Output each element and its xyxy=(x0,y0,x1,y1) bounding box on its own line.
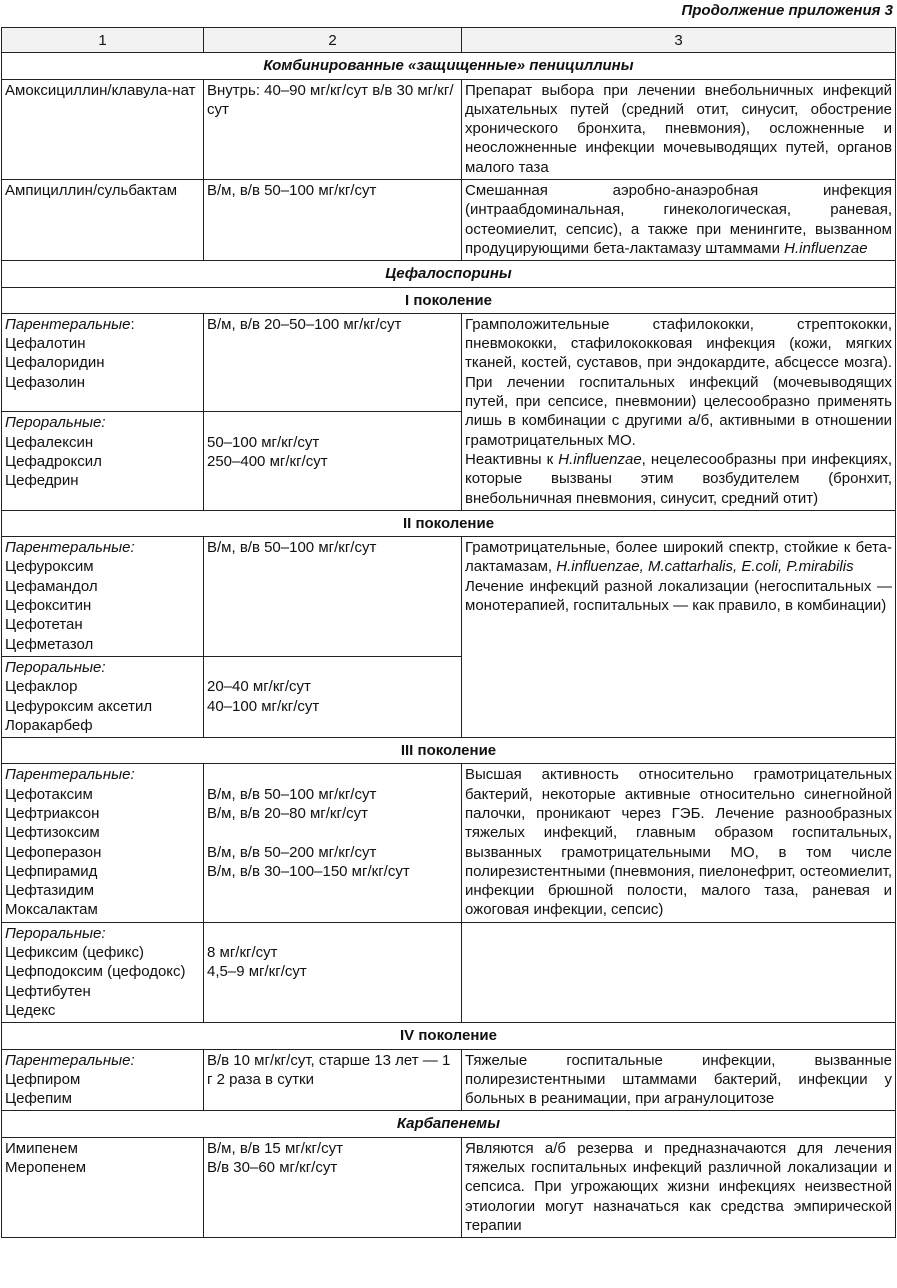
route-label xyxy=(5,315,200,334)
drug-group-parenteral xyxy=(2,764,204,922)
organism-names: H.influenzae, M.cattarhalis, E.coli, P.mirabilis xyxy=(556,558,854,576)
drug-group-oral xyxy=(2,412,204,510)
route-label: Пероральные: xyxy=(5,924,106,942)
drug-dose: В/м, в/в 50–100 мг/кг/сут xyxy=(204,180,462,261)
generation-row xyxy=(2,287,896,313)
drug-dose: В/м, в/в 50–100 мг/кг/сут xyxy=(204,537,462,657)
generation-title-2: II поколение xyxy=(2,510,896,536)
drug-description: Являются а/б резерва и предназначаются для лечения тяжелых госпитальных инфекций различной локализации и сепсиса. При угрожающих жизни инфекциях неизвестной этиологии могут назначаться как средства эмпирической терапии xyxy=(462,1137,896,1237)
drug-dose: В/м, в/в 50–100 мг/кг/сут xyxy=(207,785,377,803)
drug-name: Цефалексин xyxy=(5,433,94,451)
route-label-text: Парентеральные xyxy=(5,315,131,333)
organism-name: H.influenzae xyxy=(558,450,642,468)
drug-description: Препарат выбора при лечении внебольничных инфекций дыхательных путей (средний отит, синусит, обострение хронического бронхита, пневмония), осложненные и неосложненные инфекции мочевыводящих путей, органов малого таза xyxy=(462,79,896,179)
drug-name: Цефепим xyxy=(5,1090,72,1108)
section-title-cephalosporins: Цефалоспорины xyxy=(2,261,896,287)
spacer xyxy=(207,823,458,842)
generation-title-4: IV поколение xyxy=(2,1023,896,1049)
drug-name: Цефокситин xyxy=(5,597,92,615)
drug-name: Амоксициллин/клавула-нат xyxy=(2,79,204,179)
route-label: Пероральные: xyxy=(5,658,106,676)
drug-description: Тяжелые госпитальные инфекции, вызванные полирезистентными штаммами бактерий, инфекции у больных в реанимации, при агранулоцитозе xyxy=(462,1049,896,1111)
table-row xyxy=(2,79,896,179)
route-label: Парентеральные: xyxy=(5,539,135,557)
drug-group-oral xyxy=(2,922,204,1022)
drug-name: Цефтриаксон xyxy=(5,804,100,822)
organism-name: H.influenzae xyxy=(784,239,868,257)
description-text: Смешанная аэробно-анаэробная инфекция (интраабдоминальная, гинекологическая, раневая, остеомиелит, сепсис), а также при менингите, вызванном продуцирующими бета-лактамазу штаммами xyxy=(465,182,892,257)
drug-name: Цедекс xyxy=(5,1001,56,1019)
drug-description xyxy=(462,537,896,738)
drug-name: Цефалотин xyxy=(5,335,86,353)
drug-name: Цефедрин xyxy=(5,472,79,490)
table-row xyxy=(2,1137,896,1237)
table-row xyxy=(2,537,896,657)
generation-row xyxy=(2,1023,896,1049)
drug-dose: В/в 30–60 мг/кг/сут xyxy=(207,1159,338,1177)
drug-name: Цефтизоксим xyxy=(5,824,100,842)
continuation-caption: Продолжение приложения 3 xyxy=(681,2,893,19)
generation-title-1: I поколение xyxy=(2,287,896,313)
description-text: Грамположительные стафилококки, стрептококки, пневмококки, стафилококковая инфекция (кожи, мягких тканей, костей, суставов, при эндокардите, абсцессе мозга). При лечении госпитальных инфекций (мочевыводящих путей, при сепсисе, пневмонии) целесообразно применять лишь в комбинации с другими а/б, активными в отношении грамотрицательных МО. xyxy=(465,315,892,449)
column-header-2: 2 xyxy=(204,28,462,53)
drug-names xyxy=(2,1137,204,1237)
drug-name: Цефподоксим (цефодокс) xyxy=(5,963,186,981)
section-title-penicillins: Комбинированные «защищенные» пенициллины xyxy=(2,53,896,79)
section-row xyxy=(2,261,896,287)
drug-dose: В/м, в/в 20–80 мг/кг/сут xyxy=(207,804,368,822)
spacer xyxy=(207,765,458,784)
description-prefix: Неактивны к xyxy=(465,450,559,468)
drug-group-parenteral xyxy=(2,313,204,411)
table-row xyxy=(2,1049,896,1111)
drug-doses xyxy=(204,656,462,737)
drug-group-oral xyxy=(2,656,204,737)
empty-cell xyxy=(462,922,896,1022)
spacer xyxy=(207,658,458,677)
description-text: Грамотрицательные, более широкий спектр, стойкие к бета-лактамазам, xyxy=(465,539,892,576)
table-row xyxy=(2,922,896,1022)
table-row xyxy=(2,764,896,922)
description-suffix: , нецелесообразны при инфекциях, которые вызваны этим возбудителем (бронхит, внебольничная пневмония, синусит, средний отит) xyxy=(465,450,893,507)
route-label: Пероральные: xyxy=(5,414,106,432)
generation-row xyxy=(2,738,896,764)
table-row xyxy=(2,180,896,261)
column-header-3: 3 xyxy=(462,28,896,53)
drug-name: Цефуроксим аксетил xyxy=(5,697,153,715)
drug-name: Цефотаксим xyxy=(5,785,93,803)
drug-name: Цефалоридин xyxy=(5,354,105,372)
drug-name: Цефаклор xyxy=(5,678,78,696)
drug-name: Цефметазол xyxy=(5,635,94,653)
drug-dose: В/м, в/в 20–50–100 мг/кг/сут xyxy=(204,313,462,411)
section-row xyxy=(2,53,896,79)
drug-dose: В/м, в/в 30–100–150 мг/кг/сут xyxy=(207,862,410,880)
spacer xyxy=(207,413,458,432)
drug-name: Меропенем xyxy=(5,1159,87,1177)
drug-dose: 4,5–9 мг/кг/сут xyxy=(207,963,307,981)
drug-dose: Внутрь: 40–90 мг/кг/сут в/в 30 мг/кг/сут xyxy=(204,79,462,179)
table-row xyxy=(2,313,896,411)
drug-name: Лоракарбеф xyxy=(5,716,93,734)
drug-description xyxy=(462,180,896,261)
drug-name: Цефпирамид xyxy=(5,862,98,880)
drug-name: Цефамандол xyxy=(5,577,98,595)
column-header-1: 1 xyxy=(2,28,204,53)
drug-doses xyxy=(204,764,462,922)
antibiotics-table xyxy=(1,27,896,1238)
drug-name: Цефазолин xyxy=(5,373,86,391)
drug-doses xyxy=(204,1137,462,1237)
spacer xyxy=(207,924,458,943)
drug-doses xyxy=(204,412,462,510)
drug-dose: 8 мг/кг/сут xyxy=(207,944,278,962)
drug-name: Цефтибутен xyxy=(5,982,91,1000)
drug-description: Высшая активность относительно грамотрицательных бактерий, некоторые активные относительно синегнойной палочки, проникают через ГЭБ. Лечение разнообразных тяжелых инфекций, главным образом госпитальных, вызванных грамотрицательными МО, в том числе полирезистентными (пневмония, пиелонефрит, остеомиелит, инфекции брюшной полости, малого таза, раневая и ожоговая инфекции, сепсис) xyxy=(462,764,896,922)
drug-name: Ампициллин/сульбактам xyxy=(2,180,204,261)
drug-doses xyxy=(204,922,462,1022)
route-label: Парентеральные: xyxy=(5,766,135,784)
description-text-b: Лечение инфекций разной локализации (негоспитальных — монотерапией, госпитальных — как правило, в комбинации) xyxy=(465,577,892,615)
drug-name: Имипенем xyxy=(5,1139,78,1157)
route-label-colon: : xyxy=(130,315,135,333)
drug-dose: 20–40 мг/кг/сут xyxy=(207,678,311,696)
description-text-b xyxy=(465,450,892,508)
drug-group-parenteral xyxy=(2,1049,204,1111)
drug-group-parenteral xyxy=(2,537,204,657)
drug-name: Цефадроксил xyxy=(5,452,102,470)
drug-name: Цефотетан xyxy=(5,616,83,634)
drug-dose: 40–100 мг/кг/сут xyxy=(207,697,320,715)
generation-title-3: III поколение xyxy=(2,738,896,764)
drug-dose: В/в 10 мг/кг/сут, старше 13 лет — 1 г 2 раза в сутки xyxy=(204,1049,462,1111)
drug-description xyxy=(462,313,896,510)
table-header-row xyxy=(2,28,896,53)
drug-dose: В/м, в/в 15 мг/кг/сут xyxy=(207,1139,343,1157)
section-title-carbapenems: Карбапенемы xyxy=(2,1111,896,1137)
generation-row xyxy=(2,510,896,536)
drug-name: Цефиксим (цефикс) xyxy=(5,944,144,962)
drug-dose: 250–400 мг/кг/сут xyxy=(207,452,328,470)
drug-dose: 50–100 мг/кг/сут xyxy=(207,433,320,451)
drug-name: Цефуроксим xyxy=(5,558,94,576)
drug-name: Цефпиром xyxy=(5,1070,81,1088)
route-label: Парентеральные: xyxy=(5,1051,135,1069)
drug-name: Цефтазидим xyxy=(5,882,95,900)
section-row xyxy=(2,1111,896,1137)
drug-name: Моксалактам xyxy=(5,901,98,919)
drug-dose: В/м, в/в 50–200 мг/кг/сут xyxy=(207,843,377,861)
drug-name: Цефоперазон xyxy=(5,843,102,861)
